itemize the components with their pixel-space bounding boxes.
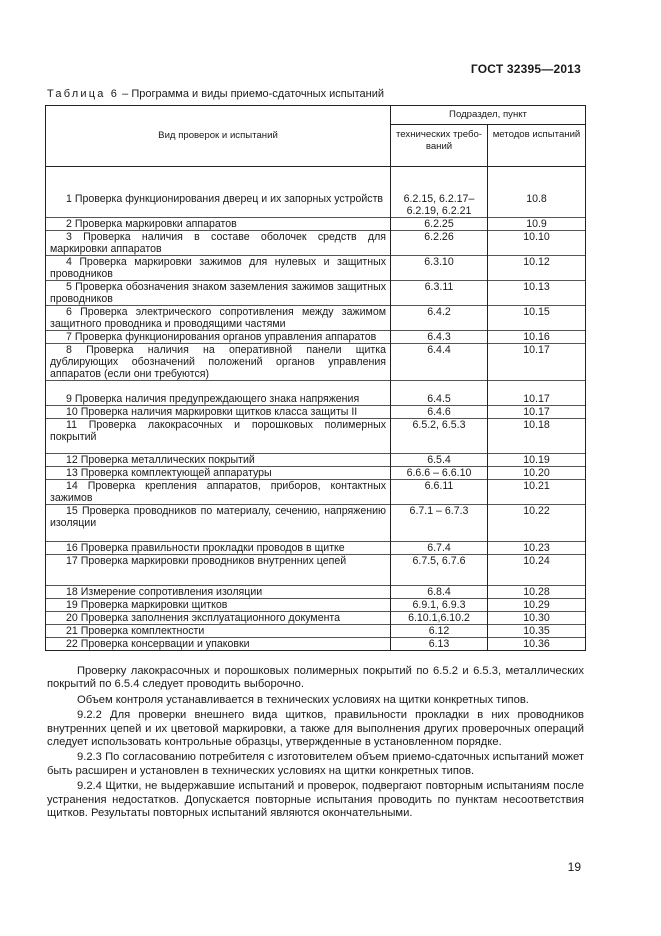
test-name-cell: 11 Проверка лакокрасочных и порошковых полимерных покрытий (46, 419, 391, 454)
table-row (46, 231, 586, 256)
paragraph: Объем контроля устанавливается в технических условиях на щитки конкретных типов. (77, 693, 529, 706)
test-method-cell: 10.17 (488, 344, 586, 381)
test-name-cell: 6 Проверка электрического сопротивления между зажимом защитного проводника и проводящими частями (46, 306, 391, 331)
test-name-cell: 2 Проверка маркировки аппаратов (46, 218, 391, 231)
page-number: 19 (567, 860, 581, 874)
table-row (46, 281, 586, 306)
test-method-cell: 10.28 (488, 586, 586, 599)
table-row (46, 218, 586, 231)
paragraph: 9.2.3 По согласованию потребителя с изготовителем объем приемо-сдаточных испытаний может быть расширен и установлен в технических условиях на щитки конкретных типов. (47, 751, 584, 777)
test-method-cell: 10.21 (488, 480, 586, 505)
column-header-tech-requirements: технических требо-ваний (391, 125, 488, 167)
test-name-cell: 8 Проверка наличия на оперативной панели щитка дублирующих обозначений положений органов управления аппаратов (если они требуются) (46, 344, 391, 381)
test-method-cell: 10.18 (488, 419, 586, 454)
test-method-cell: 10.36 (488, 638, 586, 651)
table-row (46, 454, 586, 467)
test-name-cell: 17 Проверка маркировки проводников внутренних цепей (46, 555, 391, 586)
tech-requirement-cell: 6.13 (391, 638, 488, 651)
table-caption-text: Программа и виды приемо-сдаточных испытаний (131, 88, 385, 100)
body-text (47, 665, 584, 822)
test-method-cell: 10.17 (488, 381, 586, 406)
test-method-cell: 10.8 (488, 167, 586, 218)
table-row (46, 256, 586, 281)
table-row (46, 542, 586, 555)
column-header-subsection: Подраздел, пункт (391, 106, 586, 125)
table-caption-dash: – (119, 88, 132, 100)
tech-requirement-cell: 6.5.4 (391, 454, 488, 467)
paragraph: 9.2.4 Щитки, не выдержавшие испытаний и проверок, подвергают повторным испытаниям после устранения недостатков. Допускается повторные испытания проводить по пунктам несоответствия щитков. Результаты повторных испытаний являются окончательными. (47, 780, 584, 820)
test-method-cell: 10.16 (488, 331, 586, 344)
tech-requirement-cell: 6.3.10 (391, 256, 488, 281)
tech-requirement-cell: 6.2.26 (391, 231, 488, 256)
column-header-test-methods: методов испытаний (488, 125, 586, 167)
test-name-cell: 5 Проверка обозначения знаком заземления зажимов защитных проводников (46, 281, 391, 306)
test-name-cell: 14 Проверка крепления аппаратов, приборов, контактных зажимов (46, 480, 391, 505)
table-row (46, 555, 586, 586)
test-method-cell: 10.17 (488, 406, 586, 419)
table-row (46, 344, 586, 381)
tests-table (45, 105, 586, 651)
test-name-cell: 7 Проверка функционирования органов управления аппаратов (46, 331, 391, 344)
table-row (46, 467, 586, 480)
test-name-cell: 9 Проверка наличия предупреждающего знака напряжения (46, 381, 391, 406)
test-method-cell: 10.23 (488, 542, 586, 555)
table-row (46, 419, 586, 454)
table-caption-label: Таблица 6 (47, 88, 120, 100)
test-name-cell: 13 Проверка комплектующей аппаратуры (46, 467, 391, 480)
column-header-test-type: Вид проверок и испытаний (46, 106, 391, 167)
tech-requirement-cell: 6.7.1 – 6.7.3 (391, 505, 488, 542)
table-row (46, 625, 586, 638)
test-name-cell: 10 Проверка наличия маркировки щитков класса защиты II (46, 406, 391, 419)
test-method-cell: 10.10 (488, 231, 586, 256)
table-row (46, 599, 586, 612)
test-name-cell: 22 Проверка консервации и упаковки (46, 638, 391, 651)
paragraph: Проверку лакокрасочных и порошковых полимерных покрытий по 6.5.2 и 6.5.3, металлических покрытий по 6.5.4 следует проводить выборочно. (47, 665, 584, 691)
table-row (46, 381, 586, 406)
test-name-cell: 1 Проверка функционирования дверец и их запорных устройств (46, 167, 391, 218)
test-name-cell: 4 Проверка маркировки зажимов для нулевых и защитных проводников (46, 256, 391, 281)
table-row (46, 167, 586, 218)
tech-requirement-cell: 6.7.5, 6.7.6 (391, 555, 488, 586)
test-method-cell: 10.30 (488, 612, 586, 625)
table-caption (47, 88, 384, 100)
tech-requirement-cell: 6.10.1,6.10.2 (391, 612, 488, 625)
test-name-cell: 12 Проверка металлических покрытий (46, 454, 391, 467)
tech-requirement-cell: 6.6.6 – 6.6.10 (391, 467, 488, 480)
test-method-cell: 10.22 (488, 505, 586, 542)
test-method-cell: 10.9 (488, 218, 586, 231)
test-name-cell: 18 Измерение сопротивления изоляции (46, 586, 391, 599)
table-body (46, 167, 586, 651)
tech-requirement-cell: 6.12 (391, 625, 488, 638)
tech-requirement-cell: 6.2.25 (391, 218, 488, 231)
test-method-cell: 10.24 (488, 555, 586, 586)
table-row (46, 331, 586, 344)
test-name-cell: 20 Проверка заполнения эксплуатационного документа (46, 612, 391, 625)
tech-requirement-cell: 6.3.11 (391, 281, 488, 306)
table-row (46, 306, 586, 331)
test-method-cell: 10.19 (488, 454, 586, 467)
test-name-cell: 15 Проверка проводников по материалу, сечению, напряжению изоляции (46, 505, 391, 542)
test-name-cell: 3 Проверка наличия в составе оболочек средств для маркировки аппаратов (46, 231, 391, 256)
table-row (46, 480, 586, 505)
test-method-cell: 10.13 (488, 281, 586, 306)
tech-requirement-cell: 6.9.1, 6.9.3 (391, 599, 488, 612)
tech-requirement-cell: 6.4.2 (391, 306, 488, 331)
tech-requirement-cell: 6.4.5 (391, 381, 488, 406)
tech-requirement-cell: 6.8.4 (391, 586, 488, 599)
test-method-cell: 10.29 (488, 599, 586, 612)
test-method-cell: 10.15 (488, 306, 586, 331)
test-name-cell: 16 Проверка правильности прокладки проводов в щитке (46, 542, 391, 555)
table-row (46, 505, 586, 542)
tech-requirement-cell: 6.2.15, 6.2.17–6.2.19, 6.2.21 (391, 167, 488, 218)
table-row (46, 638, 586, 651)
document-id: ГОСТ 32395—2013 (470, 62, 581, 76)
test-name-cell: 19 Проверка маркировки щитков (46, 599, 391, 612)
test-method-cell: 10.12 (488, 256, 586, 281)
test-method-cell: 10.35 (488, 625, 586, 638)
table-row (46, 406, 586, 419)
table-row (46, 612, 586, 625)
tech-requirement-cell: 6.4.4 (391, 344, 488, 381)
tech-requirement-cell: 6.7.4 (391, 542, 488, 555)
test-method-cell: 10.20 (488, 467, 586, 480)
test-name-cell: 21 Проверка комплектности (46, 625, 391, 638)
tech-requirement-cell: 6.4.6 (391, 406, 488, 419)
tech-requirement-cell: 6.6.11 (391, 480, 488, 505)
table-row (46, 586, 586, 599)
tech-requirement-cell: 6.5.2, 6.5.3 (391, 419, 488, 454)
tech-requirement-cell: 6.4.3 (391, 331, 488, 344)
paragraph: 9.2.2 Для проверки внешнего вида щитков, правильности прокладки в них проводников внутренних цепей и их цветовой маркировки, а также для выполнения других проверочных операций следует использовать контрольные образцы, утвержденные в установленном порядке. (47, 709, 584, 749)
